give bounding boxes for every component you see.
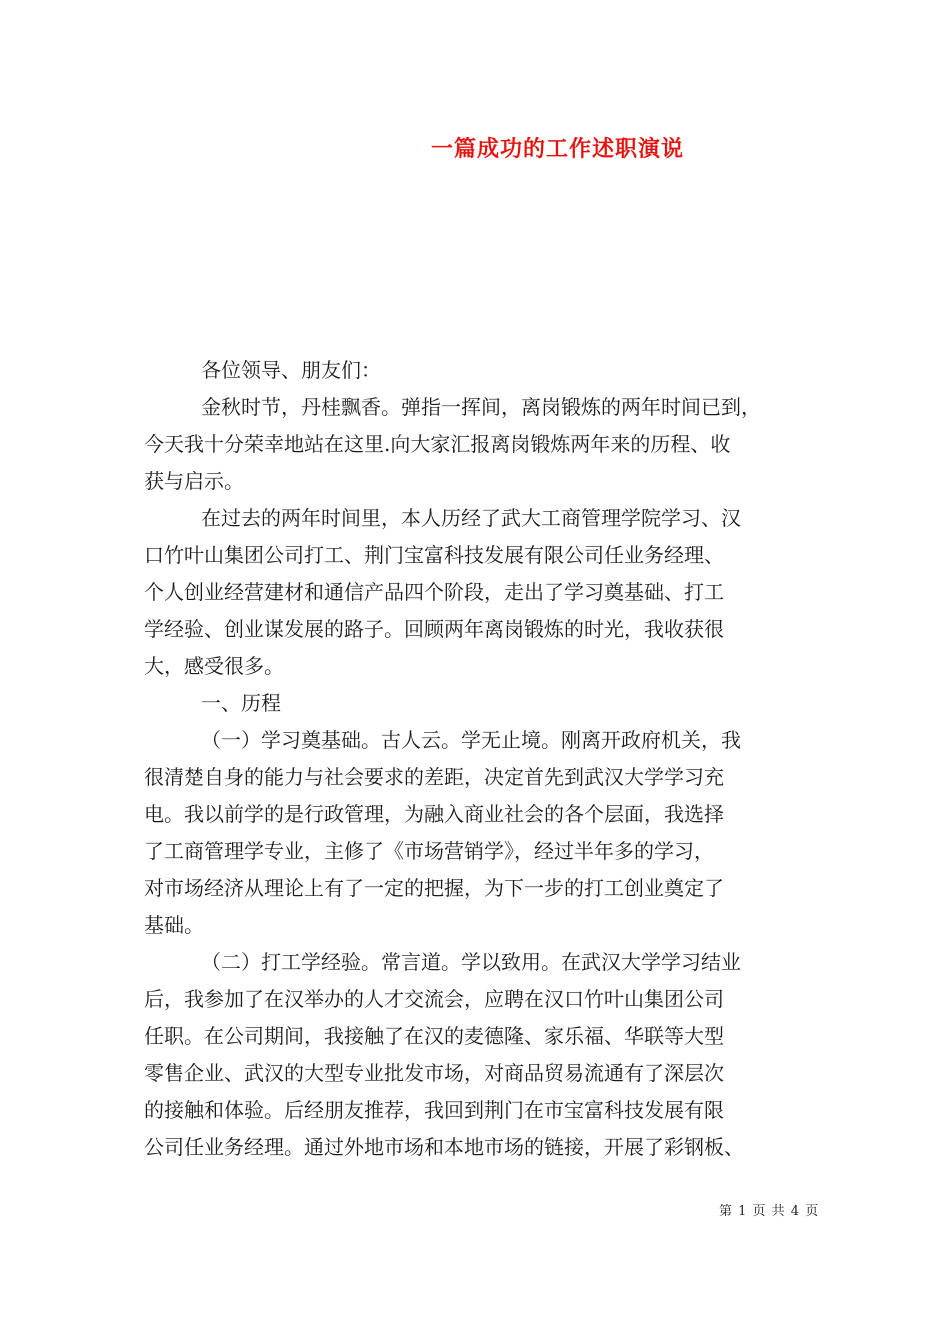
document-body [144, 352, 808, 1166]
text-line: （二）打工学经验。常言道。学以致用。在武汉大学学习结业 [201, 950, 741, 974]
text-line: 在过去的两年时间里，本人历经了武大工商管理学院学习、汉 [201, 506, 741, 530]
text-line: 电。我以前学的是行政管理，为融入商业社会的各个层面，我选择 [144, 802, 724, 826]
text-line: 任职。在公司期间，我接触了在汉的麦德隆、家乐福、华联等大型 [144, 1024, 724, 1048]
text-line: 后，我参加了在汉举办的人才交流会，应聘在汉口竹叶山集团公司 [144, 987, 724, 1011]
text-line: 一、历程 [201, 691, 281, 715]
text-line: 学经验、创业谋发展的路子。回顾两年离岗锻炼的时光，我收获很 [144, 617, 724, 641]
text-line: 获与启示。 [144, 469, 244, 493]
document-title: 一篇成功的工作述职演说 [431, 136, 685, 162]
text-line: （一）学习奠基础。古人云。学无止境。刚离开政府机关，我 [201, 728, 741, 752]
text-line: 的接触和体验。后经朋友推荐，我回到荆门在市宝富科技发展有限 [144, 1098, 724, 1122]
text-line: 口竹叶山集团公司打工、荆门宝富科技发展有限公司任业务经理、 [144, 543, 724, 567]
text-line: 基础。 [144, 913, 204, 937]
text-line: 今天我十分荣幸地站在这里.向大家汇报离岗锻炼两年来的历程、收 [144, 432, 731, 456]
text-line: 公司任业务经理。通过外地市场和本地市场的链接，开展了彩钢板、 [144, 1135, 744, 1159]
page-footer: 第 1 页 共 4 页 [719, 1204, 820, 1219]
text-line: 大，感受很多。 [144, 654, 284, 678]
text-line: 金秋时节，丹桂飘香。弹指一挥间，离岗锻炼的两年时间已到， [201, 395, 761, 419]
text-line: 个人创业经营建材和通信产品四个阶段，走出了学习奠基础、打工 [144, 580, 724, 604]
text-line: 对市场经济从理论上有了一定的把握，为下一步的打工创业奠定了 [144, 876, 724, 900]
text-line: 了工商管理学专业，主修了《市场营销学》，经过半年多的学习， [144, 839, 714, 863]
text-line: 零售企业、武汉的大型专业批发市场，对商品贸易流通有了深层次 [144, 1061, 724, 1085]
text-line: 很清楚自身的能力与社会要求的差距，决定首先到武汉大学学习充 [144, 765, 724, 789]
text-line: 各位领导、朋友们： [201, 358, 381, 382]
